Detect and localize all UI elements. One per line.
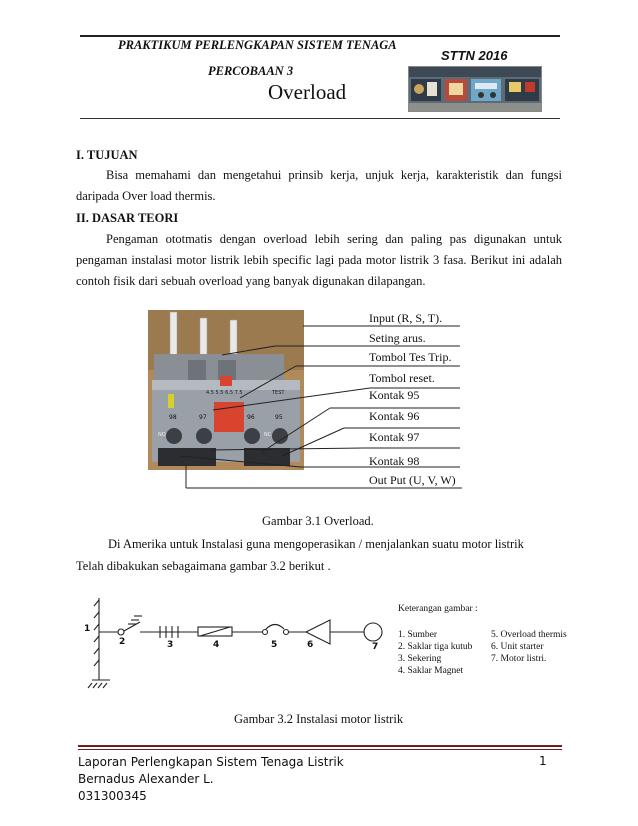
legend-item-4: 4. Saklar Magnet xyxy=(398,666,464,676)
nc-marking: NC xyxy=(264,432,272,438)
label-kontak-95: Kontak 95 xyxy=(369,388,420,402)
label-tombol-tes-trip: Tombol Tes Trip. xyxy=(369,350,452,364)
label-kontak-96: Kontak 96 xyxy=(369,409,420,423)
label-kontak-97: Kontak 97 xyxy=(369,430,420,444)
diagram-num-2: 2 xyxy=(119,637,126,647)
diagram-num-4: 4 xyxy=(213,640,220,650)
diagram-num-1: 1 xyxy=(84,624,91,634)
para2-line1: Di Amerika untuk Instalasi guna mengoperasikan / menjalankan suatu motor listrik xyxy=(108,537,524,551)
terminal-98-marking: 98 xyxy=(169,414,177,421)
footer-rule-thin xyxy=(78,749,562,750)
figure1-caption: Gambar 3.1 Overload. xyxy=(262,514,374,528)
section-title: Overload xyxy=(268,80,347,104)
test-marking: TEST xyxy=(272,390,285,396)
label-input: Input (R, S, T). xyxy=(369,311,443,325)
footer-author: Bernadus Alexander L. xyxy=(78,772,214,786)
footer-report-title: Laporan Perlengkapan Sistem Tenaga Listrik xyxy=(78,755,344,769)
legend-title: Keterangan gambar : xyxy=(398,604,478,614)
diagram-num-7: 7 xyxy=(372,642,379,652)
legend-item-2: 2. Saklar tiga kutub xyxy=(398,642,473,652)
label-seting-arus: Seting arus. xyxy=(369,331,426,345)
label-kontak-98: Kontak 98 xyxy=(369,454,420,468)
page-number: 1 xyxy=(539,754,547,768)
footer-student-id: 031300345 xyxy=(78,789,147,803)
current-scale-marking: 4.5 5.5 6.5 7.5 xyxy=(206,390,243,396)
footer-rule-thick xyxy=(78,745,562,747)
legend-item-5: 5. Overload thermis xyxy=(491,630,567,640)
terminal-96-marking: 96 xyxy=(247,414,255,421)
tujuan-text: Bisa memahami dan mengetahui prinsib kerja, unjuk kerja, karakteristik dan fungsi daripada Over load thermis. xyxy=(76,168,562,203)
header-subtitle: PERCOBAAN 3 xyxy=(208,64,294,78)
label-output: Out Put (U, V, W) xyxy=(369,473,456,487)
dasar-teori-text: Pengaman ototmatis dengan overload lebih sering dan paling pas digunakan untuk pengaman instalasi motor listrik lebih specific lagi pada motor listrik 3 fasa. Berikut ini adalah contoh fisik dari sebuah overload yang banyak digunakan dilapangan. xyxy=(76,232,562,288)
label-tombol-reset: Tombol reset. xyxy=(369,371,435,385)
para2-line2: Telah dibakukan sebagaimana gambar 3.2 berikut . xyxy=(76,559,331,573)
terminal-95-marking: 95 xyxy=(275,414,283,421)
tujuan-heading: I. TUJUAN xyxy=(76,148,138,162)
footer-block xyxy=(78,754,344,805)
diagram-num-6: 6 xyxy=(307,640,314,650)
dasar-teori-heading: II. DASAR TEORI xyxy=(76,211,179,225)
figure2-caption: Gambar 3.2 Instalasi motor listrik xyxy=(234,712,404,726)
terminal-97-marking: 97 xyxy=(199,414,207,421)
legend-item-3: 3. Sekering xyxy=(398,654,442,664)
legend-item-1: 1. Sumber xyxy=(398,630,438,640)
no-marking: NO xyxy=(158,432,166,438)
legend-item-7: 7. Motor listri. xyxy=(491,654,547,664)
header-sttn: STTN 2016 xyxy=(441,48,508,63)
diagram-num-3: 3 xyxy=(167,640,174,650)
header-title: PRAKTIKUM PERLENGKAPAN SISTEM TENAGA xyxy=(118,38,397,52)
diagram-num-5: 5 xyxy=(271,640,278,650)
legend-item-6: 6. Unit starter xyxy=(491,642,544,652)
